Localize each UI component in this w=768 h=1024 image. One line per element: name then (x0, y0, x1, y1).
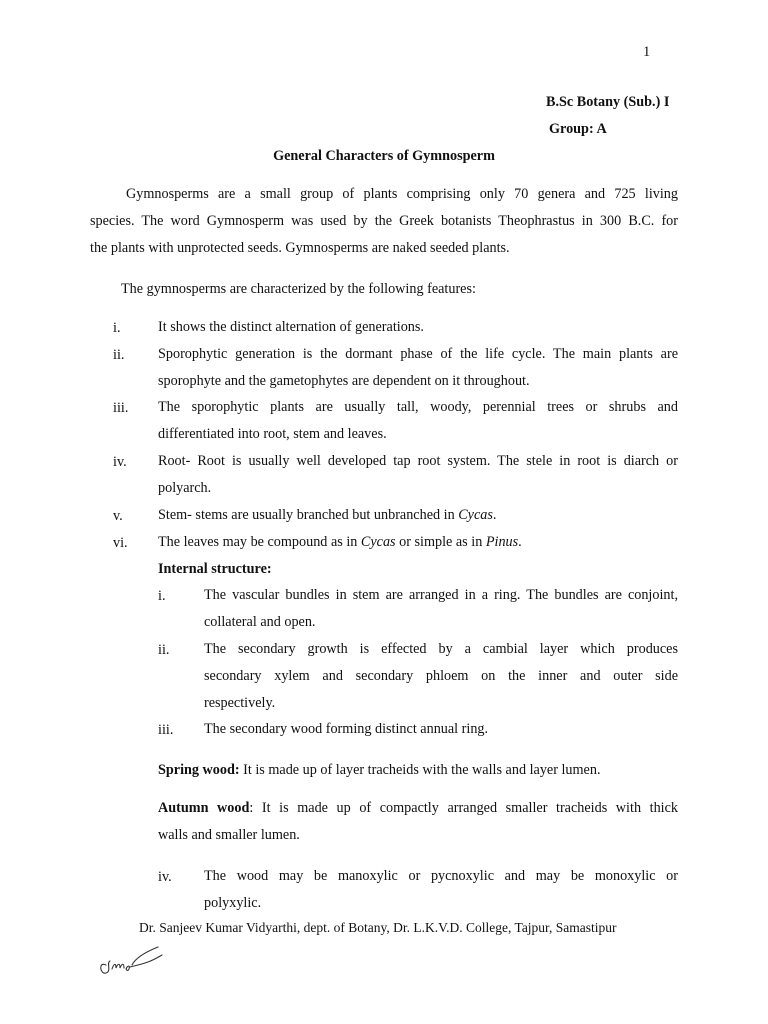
feature-number: iii. (113, 400, 129, 416)
feature-text: The leaves may be compound as in (158, 534, 361, 550)
autumn-wood-paragraph (158, 795, 678, 849)
sub-item-line: The vascular bundles in stem are arranged in a ring. The bundles are conjoint, (204, 587, 678, 603)
feature-number: i. (113, 320, 121, 336)
autumn-wood-text: : It is made up of compactly arranged smaller tracheids with thick (249, 800, 678, 816)
sub-item-line: polyxylic. (204, 895, 262, 911)
features-lead: The gymnosperms are characterized by the following features: (121, 281, 476, 297)
genus-name: Cycas (458, 507, 493, 523)
sub-item-line: secondary xylem and secondary phloem on the inner and outer side (204, 668, 678, 684)
sub-item-number: i. (158, 588, 166, 604)
sub-item-line: The secondary wood forming distinct annual ring. (204, 721, 489, 737)
sub-item (204, 863, 678, 917)
internal-structure-heading: Internal structure: (158, 561, 272, 577)
intro-line-3: the plants with unprotected seeds. Gymnosperms are naked seeded plants. (90, 240, 510, 256)
feature-line: polyarch. (158, 480, 212, 496)
genus-name: Pinus (485, 534, 519, 550)
autumn-wood-line-2: walls and smaller lumen. (158, 827, 300, 843)
feature-line: sporophyte and the gametophytes are dependent on it throughout. (158, 373, 530, 389)
feature-item (158, 394, 678, 448)
spring-wood-paragraph (158, 757, 678, 784)
feature-line (158, 502, 678, 529)
autumn-wood-line (158, 795, 678, 822)
intro-line-2: species. The word Gymnosperm was used by the Greek botanists Theophrastus in 300 B.C. for (90, 213, 678, 229)
sub-item-line: The secondary growth is effected by a cambial layer which produces (204, 641, 678, 657)
feature-number: vi. (113, 535, 128, 551)
feature-text: . (492, 507, 497, 523)
sub-item (204, 716, 678, 743)
sub-item-line: respectively. (204, 695, 276, 711)
autumn-wood-label: Autumn wood (158, 800, 250, 816)
spring-wood-line (158, 757, 678, 784)
spring-wood-text: It is made up of layer tracheids with the walls and layer lumen. (239, 762, 601, 778)
feature-number: iv. (113, 454, 127, 470)
sub-item (204, 582, 678, 636)
footer-author: Dr. Sanjeev Kumar Vidyarthi, dept. of Botany, Dr. L.K.V.D. College, Tajpur, Samastipur (139, 920, 617, 935)
feature-line (158, 529, 678, 556)
feature-text: or simple as in (395, 534, 486, 550)
spring-wood-label: Spring wood: (158, 762, 240, 778)
sub-item-number: ii. (158, 642, 170, 658)
sub-item-number: iii. (158, 722, 174, 738)
intro-paragraph (90, 181, 678, 262)
sub-item-line: The wood may be manoxylic or pycnoxylic and may be monoxylic or (204, 868, 678, 884)
feature-item (158, 448, 678, 502)
signature-image (92, 935, 172, 985)
feature-item (158, 502, 678, 529)
feature-line: differentiated into root, stem and leaves. (158, 426, 387, 442)
intro-line-1: Gymnosperms are a small group of plants comprising only 70 genera and 725 living (126, 186, 678, 202)
group-heading: Group: A (549, 121, 607, 137)
sub-item-number: iv. (158, 869, 172, 885)
feature-line: The sporophytic plants are usually tall, woody, perennial trees or shrubs and (158, 399, 678, 415)
feature-text: Stem- stems are usually branched but unbranched in (158, 507, 459, 523)
feature-number: ii. (113, 347, 125, 363)
sub-item-line: collateral and open. (204, 614, 316, 630)
feature-line: It shows the distinct alternation of generations. (158, 319, 424, 335)
genus-name: Cycas (360, 534, 396, 550)
page-title (0, 148, 768, 165)
feature-item (158, 341, 678, 395)
page-title-text: General Characters of Gymnosperm (273, 148, 495, 164)
course-heading: B.Sc Botany (Sub.) I (546, 94, 670, 110)
feature-text: . (518, 534, 522, 550)
intro-line (90, 181, 678, 208)
feature-line: Root- Root is usually well developed tap root system. The stele in root is diarch or (158, 453, 678, 469)
page-number: 1 (643, 44, 651, 60)
feature-item (158, 529, 678, 556)
sub-item (204, 636, 678, 717)
feature-number: v. (113, 508, 123, 524)
feature-line: Sporophytic generation is the dormant phase of the life cycle. The main plants are (158, 346, 678, 362)
feature-item (158, 314, 678, 341)
